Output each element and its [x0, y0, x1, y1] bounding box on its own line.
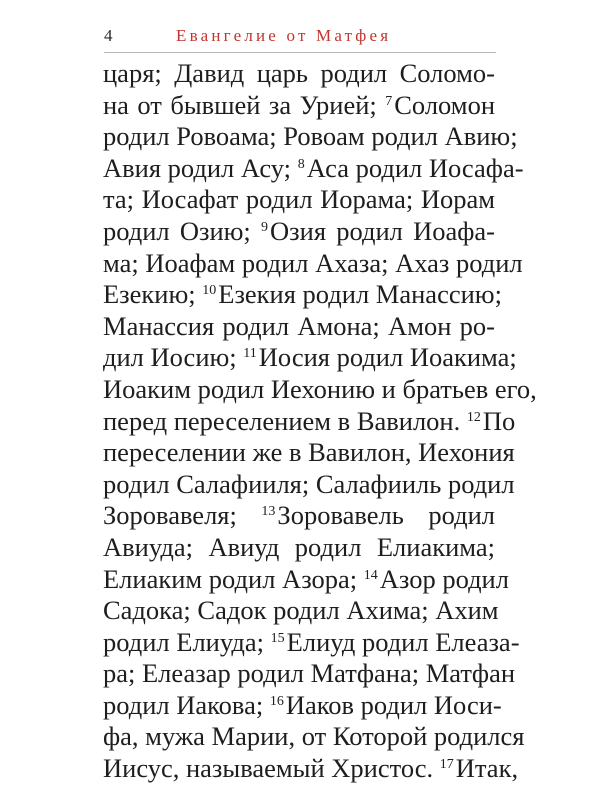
text-segment: Иаков родил Иоси-: [285, 689, 502, 720]
text-segment: По: [482, 405, 516, 436]
text-segment: Езекия родил Манассию;: [218, 279, 502, 310]
verse-number: 9: [261, 219, 269, 235]
text-line: [103, 58, 495, 90]
text-segment: Манассия родил Амона; Амон ро-: [103, 310, 495, 341]
text-segment: Азор родил: [379, 563, 509, 594]
text-line: [103, 689, 502, 722]
text-segment: Елиаким родил Азора;: [103, 563, 364, 594]
text-segment: родил Елиуда;: [103, 626, 271, 657]
text-segment: Авиуда; Авиуд родил Елиакима;: [103, 531, 495, 562]
text-segment: родил Салафииля; Салафииль родил: [103, 468, 515, 499]
text-line: [103, 595, 499, 627]
text-line: [103, 753, 519, 785]
text-segment: Иоаким родил Иехонию и братьев его,: [103, 373, 537, 404]
text-segment: перед переселением в Вавилон.: [103, 405, 467, 436]
verse-number: 14: [363, 567, 378, 583]
verse-number: 10: [202, 283, 217, 299]
scripture-text: [103, 58, 537, 785]
text-line: [103, 500, 495, 532]
text-segment: родил Ровоама; Ровоам родил Авию;: [103, 121, 518, 152]
text-segment: родил Иакова;: [103, 689, 270, 720]
verse-number: 15: [270, 630, 285, 646]
text-line: [103, 279, 502, 311]
text-segment: Соломон: [394, 89, 495, 120]
text-segment: Итак,: [455, 753, 519, 784]
text-segment: царя; Давид царь родил Соломо-: [103, 58, 495, 88]
text-line: [103, 405, 516, 438]
running-header: [104, 24, 496, 53]
text-line: [103, 658, 516, 690]
running-title: Евангелие от Матфея: [176, 26, 392, 45]
text-line: [103, 311, 495, 343]
text-segment: переселении же в Вавилон, Иехония: [103, 437, 515, 468]
text-line: [103, 247, 523, 280]
verse-number: 8: [297, 156, 305, 172]
text-line: [103, 721, 525, 753]
text-line: [103, 342, 517, 374]
text-segment: ма; Иоафам родил Ахаза; Ахаз родил: [103, 247, 523, 278]
text-segment: Зоровавель родил: [277, 500, 495, 531]
text-segment: родил Озию;: [103, 215, 262, 246]
text-segment: Езекию;: [103, 279, 203, 310]
text-line: [103, 152, 524, 185]
text-segment: на от бывшей за Урией;: [103, 89, 386, 120]
text-segment: фа, мужа Марии, от Которой родился: [103, 721, 525, 752]
text-segment: Иосия родил Иоакима;: [258, 342, 517, 373]
text-line: [103, 532, 495, 564]
verse-number: 12: [466, 409, 481, 425]
verse-number: 17: [439, 757, 454, 773]
verse-number: 13: [261, 504, 276, 520]
text-segment: Озия родил Иоафа-: [270, 215, 495, 246]
text-line: [103, 563, 509, 596]
text-segment: ра; Елеазар родил Матфана; Матфан: [103, 658, 516, 689]
text-line: [103, 468, 515, 501]
text-line: [103, 437, 515, 469]
verse-number: 16: [269, 693, 284, 709]
verse-number: 11: [243, 346, 257, 362]
text-segment: Зоровавеля;: [103, 500, 262, 531]
text-line: [103, 90, 495, 122]
verse-number: 7: [385, 93, 393, 109]
text-line: [103, 184, 495, 216]
text-segment: дил Иосию;: [103, 342, 244, 373]
text-segment: Иисус, называемый Христос.: [103, 753, 440, 784]
text-line: [103, 626, 520, 659]
text-segment: Елиуд родил Елеаза-: [286, 626, 520, 657]
page-number: 4: [104, 26, 113, 45]
text-line: [103, 216, 495, 248]
text-line: [103, 373, 537, 406]
text-segment: Аса родил Иосафа-: [306, 152, 524, 183]
text-segment: Авия родил Асу;: [103, 152, 298, 183]
text-segment: Садока; Садок родил Ахима; Ахим: [103, 595, 499, 626]
text-segment: та; Иосафат родил Иорама; Иорам: [103, 184, 495, 215]
text-line: [103, 121, 518, 153]
